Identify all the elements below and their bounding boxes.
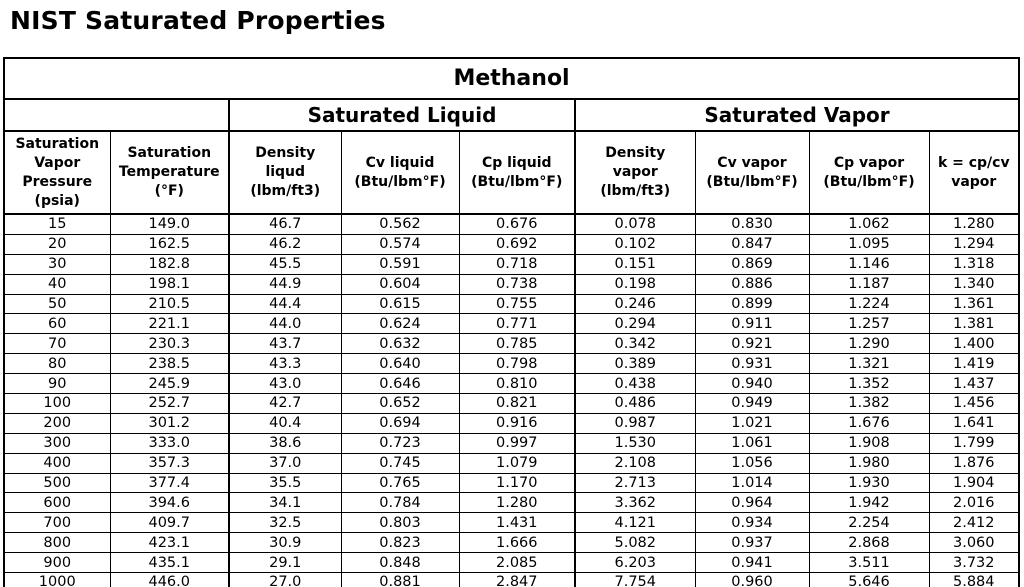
table-cell: 0.911	[695, 314, 809, 334]
header-k-vapor	[929, 131, 1019, 214]
table-cell: 46.2	[229, 234, 341, 254]
table-cell: 600	[4, 493, 110, 513]
table-cell: 0.821	[459, 394, 575, 414]
header-saturation-temperature	[110, 131, 229, 214]
header-saturation-pressure	[4, 131, 110, 214]
header-line: Vapor	[34, 154, 81, 171]
table-cell: 20	[4, 234, 110, 254]
table-row	[4, 433, 1019, 453]
table-cell: 1.980	[809, 453, 929, 473]
table-cell: 0.438	[575, 374, 695, 394]
table-cell: 1.352	[809, 374, 929, 394]
table-cell: 0.640	[341, 354, 459, 374]
table-cell: 0.899	[695, 294, 809, 314]
table-cell: 0.848	[341, 553, 459, 573]
table-cell: 0.652	[341, 394, 459, 414]
table-cell: 1.530	[575, 433, 695, 453]
header-cv-vapor	[695, 131, 809, 214]
header-cv-liquid	[341, 131, 459, 214]
table-cell: 0.771	[459, 314, 575, 334]
table-cell: 423.1	[110, 533, 229, 553]
table-cell: 245.9	[110, 374, 229, 394]
table-cell: 252.7	[110, 394, 229, 414]
table-cell: 200	[4, 413, 110, 433]
table-cell: 0.078	[575, 214, 695, 234]
table-cell: 90	[4, 374, 110, 394]
table-cell: 0.102	[575, 234, 695, 254]
table-cell: 0.921	[695, 334, 809, 354]
table-cell: 6.203	[575, 553, 695, 573]
header-line: (lbm/ft3)	[600, 183, 671, 199]
table-cell: 30	[4, 254, 110, 274]
table-row	[4, 493, 1019, 513]
table-cell: 1.799	[929, 433, 1019, 453]
table-cell: 500	[4, 473, 110, 493]
table-cell: 3.511	[809, 553, 929, 573]
table-cell: 1.431	[459, 513, 575, 533]
table-cell: 1.187	[809, 274, 929, 294]
table-cell: 40.4	[229, 413, 341, 433]
table-cell: 1.146	[809, 254, 929, 274]
table-cell: 5.884	[929, 573, 1019, 587]
table-row	[4, 294, 1019, 314]
table-body	[4, 214, 1019, 587]
table-cell: 60	[4, 314, 110, 334]
table-cell: 4.121	[575, 513, 695, 533]
table-cell: 5.082	[575, 533, 695, 553]
table-cell: 1.641	[929, 413, 1019, 433]
table-cell: 27.0	[229, 573, 341, 587]
table-cell: 0.342	[575, 334, 695, 354]
table-row	[4, 374, 1019, 394]
table-cell: 0.198	[575, 274, 695, 294]
table-cell: 0.934	[695, 513, 809, 533]
table-cell: 1.014	[695, 473, 809, 493]
table-title: Methanol	[4, 58, 1019, 99]
table-cell: 3.362	[575, 493, 695, 513]
table-cell: 435.1	[110, 553, 229, 573]
table-cell: 1.419	[929, 354, 1019, 374]
table-row	[4, 553, 1019, 573]
table-cell: 0.916	[459, 413, 575, 433]
table-cell: 0.624	[341, 314, 459, 334]
table-cell: 1.280	[929, 214, 1019, 234]
table-cell: 0.869	[695, 254, 809, 274]
table-cell: 2.108	[575, 453, 695, 473]
table-cell: 1.666	[459, 533, 575, 553]
properties-table-container	[3, 57, 1018, 587]
group-header-saturated-vapor: Saturated Vapor	[575, 99, 1019, 131]
table-cell: 2.868	[809, 533, 929, 553]
table-cell: 1.361	[929, 294, 1019, 314]
table-cell: 1.456	[929, 394, 1019, 414]
table-cell: 149.0	[110, 214, 229, 234]
table-cell: 0.823	[341, 533, 459, 553]
table-cell: 409.7	[110, 513, 229, 533]
group-header-row	[4, 99, 1019, 131]
table-cell: 45.5	[229, 254, 341, 274]
table-cell: 1.942	[809, 493, 929, 513]
header-line: Saturation	[127, 145, 212, 161]
table-cell: 1.908	[809, 433, 929, 453]
table-cell: 15	[4, 214, 110, 234]
table-cell: 0.389	[575, 354, 695, 374]
table-cell: 1.290	[809, 334, 929, 354]
table-cell: 0.784	[341, 493, 459, 513]
table-cell: 446.0	[110, 573, 229, 587]
table-cell: 1.095	[809, 234, 929, 254]
header-cp-vapor	[809, 131, 929, 214]
table-row	[4, 394, 1019, 414]
header-line: Density	[255, 145, 316, 161]
table-cell: 394.6	[110, 493, 229, 513]
table-cell: 0.881	[341, 573, 459, 587]
table-cell: 0.937	[695, 533, 809, 553]
table-cell: 1.224	[809, 294, 929, 314]
table-cell: 35.5	[229, 473, 341, 493]
table-cell: 1.437	[929, 374, 1019, 394]
table-cell: 42.7	[229, 394, 341, 414]
table-cell: 3.060	[929, 533, 1019, 553]
table-cell: 1.170	[459, 473, 575, 493]
table-row	[4, 214, 1019, 234]
table-cell: 0.676	[459, 214, 575, 234]
column-header-row	[4, 131, 1019, 214]
table-cell: 0.785	[459, 334, 575, 354]
table-cell: 2.847	[459, 573, 575, 587]
table-cell: 5.646	[809, 573, 929, 587]
header-line: vapor	[951, 173, 997, 190]
table-cell: 30.9	[229, 533, 341, 553]
table-cell: 44.4	[229, 294, 341, 314]
header-line: Density	[605, 145, 666, 161]
header-density-vapor	[575, 131, 695, 214]
table-cell: 1.400	[929, 334, 1019, 354]
table-cell: 0.960	[695, 573, 809, 587]
table-cell: 0.646	[341, 374, 459, 394]
header-line: (Btu/lbm°F)	[354, 173, 446, 190]
table-cell: 2.412	[929, 513, 1019, 533]
table-cell: 1.062	[809, 214, 929, 234]
table-row	[4, 314, 1019, 334]
table-cell: 210.5	[110, 294, 229, 314]
table-cell: 0.574	[341, 234, 459, 254]
table-cell: 2.016	[929, 493, 1019, 513]
table-cell: 800	[4, 533, 110, 553]
table-cell: 0.949	[695, 394, 809, 414]
table-cell: 0.997	[459, 433, 575, 453]
table-cell: 0.604	[341, 274, 459, 294]
table-cell: 1.904	[929, 473, 1019, 493]
table-cell: 80	[4, 354, 110, 374]
table-cell: 0.718	[459, 254, 575, 274]
table-cell: 0.632	[341, 334, 459, 354]
table-cell: 43.7	[229, 334, 341, 354]
table-title-row	[4, 58, 1019, 99]
table-cell: 100	[4, 394, 110, 414]
table-row	[4, 473, 1019, 493]
table-cell: 0.246	[575, 294, 695, 314]
table-cell: 0.591	[341, 254, 459, 274]
table-cell: 0.692	[459, 234, 575, 254]
table-cell: 0.830	[695, 214, 809, 234]
table-cell: 1.079	[459, 453, 575, 473]
table-row	[4, 453, 1019, 473]
table-cell: 3.732	[929, 553, 1019, 573]
table-cell: 377.4	[110, 473, 229, 493]
table-cell: 0.810	[459, 374, 575, 394]
group-header-blank	[4, 99, 229, 131]
table-row	[4, 254, 1019, 274]
table-cell: 1.876	[929, 453, 1019, 473]
header-line: liqud	[265, 164, 306, 180]
header-line: vapor	[612, 164, 658, 180]
header-line: k = cp/cv	[937, 154, 1010, 171]
header-cp-liquid	[459, 131, 575, 214]
table-cell: 1.930	[809, 473, 929, 493]
table-cell: 1.382	[809, 394, 929, 414]
table-cell: 1.340	[929, 274, 1019, 294]
table-cell: 70	[4, 334, 110, 354]
table-cell: 1.381	[929, 314, 1019, 334]
table-cell: 300	[4, 433, 110, 453]
table-row	[4, 274, 1019, 294]
table-cell: 0.941	[695, 553, 809, 573]
table-row	[4, 413, 1019, 433]
table-cell: 230.3	[110, 334, 229, 354]
table-cell: 37.0	[229, 453, 341, 473]
methanol-properties-table	[3, 57, 1020, 587]
table-cell: 40	[4, 274, 110, 294]
header-line: Cp vapor	[833, 154, 905, 171]
header-line: (Btu/lbm°F)	[823, 173, 915, 190]
table-cell: 1.021	[695, 413, 809, 433]
header-line: (°F)	[154, 183, 184, 199]
table-cell: 0.886	[695, 274, 809, 294]
table-cell: 182.8	[110, 254, 229, 274]
table-cell: 0.294	[575, 314, 695, 334]
header-density-liquid	[229, 131, 341, 214]
table-row	[4, 573, 1019, 587]
table-cell: 1000	[4, 573, 110, 587]
table-cell: 1.061	[695, 433, 809, 453]
table-cell: 7.754	[575, 573, 695, 587]
header-line: Pressure	[22, 173, 93, 190]
table-cell: 46.7	[229, 214, 341, 234]
table-cell: 0.738	[459, 274, 575, 294]
table-cell: 221.1	[110, 314, 229, 334]
table-row	[4, 334, 1019, 354]
table-cell: 0.765	[341, 473, 459, 493]
table-cell: 44.9	[229, 274, 341, 294]
table-row	[4, 533, 1019, 553]
table-cell: 238.5	[110, 354, 229, 374]
header-line: Cv vapor	[717, 154, 787, 171]
table-cell: 43.0	[229, 374, 341, 394]
table-cell: 0.562	[341, 214, 459, 234]
table-cell: 43.3	[229, 354, 341, 374]
table-cell: 0.745	[341, 453, 459, 473]
table-cell: 2.085	[459, 553, 575, 573]
table-cell: 900	[4, 553, 110, 573]
group-header-saturated-liquid: Saturated Liquid	[229, 99, 575, 131]
table-cell: 0.964	[695, 493, 809, 513]
header-line: (psia)	[34, 192, 80, 209]
table-cell: 0.486	[575, 394, 695, 414]
table-cell: 0.803	[341, 513, 459, 533]
table-cell: 38.6	[229, 433, 341, 453]
table-cell: 44.0	[229, 314, 341, 334]
header-line: Temperature	[118, 164, 220, 180]
table-cell: 2.254	[809, 513, 929, 533]
header-line: Saturation	[15, 135, 100, 152]
table-cell: 0.694	[341, 413, 459, 433]
table-cell: 29.1	[229, 553, 341, 573]
header-line: Cv liquid	[365, 154, 435, 171]
table-cell: 400	[4, 453, 110, 473]
table-cell: 34.1	[229, 493, 341, 513]
table-cell: 1.321	[809, 354, 929, 374]
table-cell: 0.755	[459, 294, 575, 314]
table-cell: 50	[4, 294, 110, 314]
table-cell: 333.0	[110, 433, 229, 453]
header-line: (Btu/lbm°F)	[471, 173, 563, 190]
table-cell: 0.940	[695, 374, 809, 394]
table-cell: 1.280	[459, 493, 575, 513]
table-cell: 0.723	[341, 433, 459, 453]
header-line: Cp liquid	[481, 154, 552, 171]
table-cell: 0.987	[575, 413, 695, 433]
table-cell: 0.931	[695, 354, 809, 374]
page-title: NIST Saturated Properties	[10, 6, 386, 35]
table-row	[4, 234, 1019, 254]
table-cell: 0.615	[341, 294, 459, 314]
table-cell: 301.2	[110, 413, 229, 433]
table-cell: 198.1	[110, 274, 229, 294]
header-line: (lbm/ft3)	[250, 183, 321, 199]
table-row	[4, 513, 1019, 533]
table-cell: 0.847	[695, 234, 809, 254]
table-cell: 700	[4, 513, 110, 533]
table-cell: 1.676	[809, 413, 929, 433]
table-cell: 357.3	[110, 453, 229, 473]
table-cell: 162.5	[110, 234, 229, 254]
table-cell: 0.798	[459, 354, 575, 374]
table-cell: 32.5	[229, 513, 341, 533]
header-line: (Btu/lbm°F)	[706, 173, 798, 190]
table-cell: 1.257	[809, 314, 929, 334]
table-cell: 2.713	[575, 473, 695, 493]
table-row	[4, 354, 1019, 374]
table-cell: 0.151	[575, 254, 695, 274]
table-cell: 1.294	[929, 234, 1019, 254]
table-cell: 1.056	[695, 453, 809, 473]
table-cell: 1.318	[929, 254, 1019, 274]
